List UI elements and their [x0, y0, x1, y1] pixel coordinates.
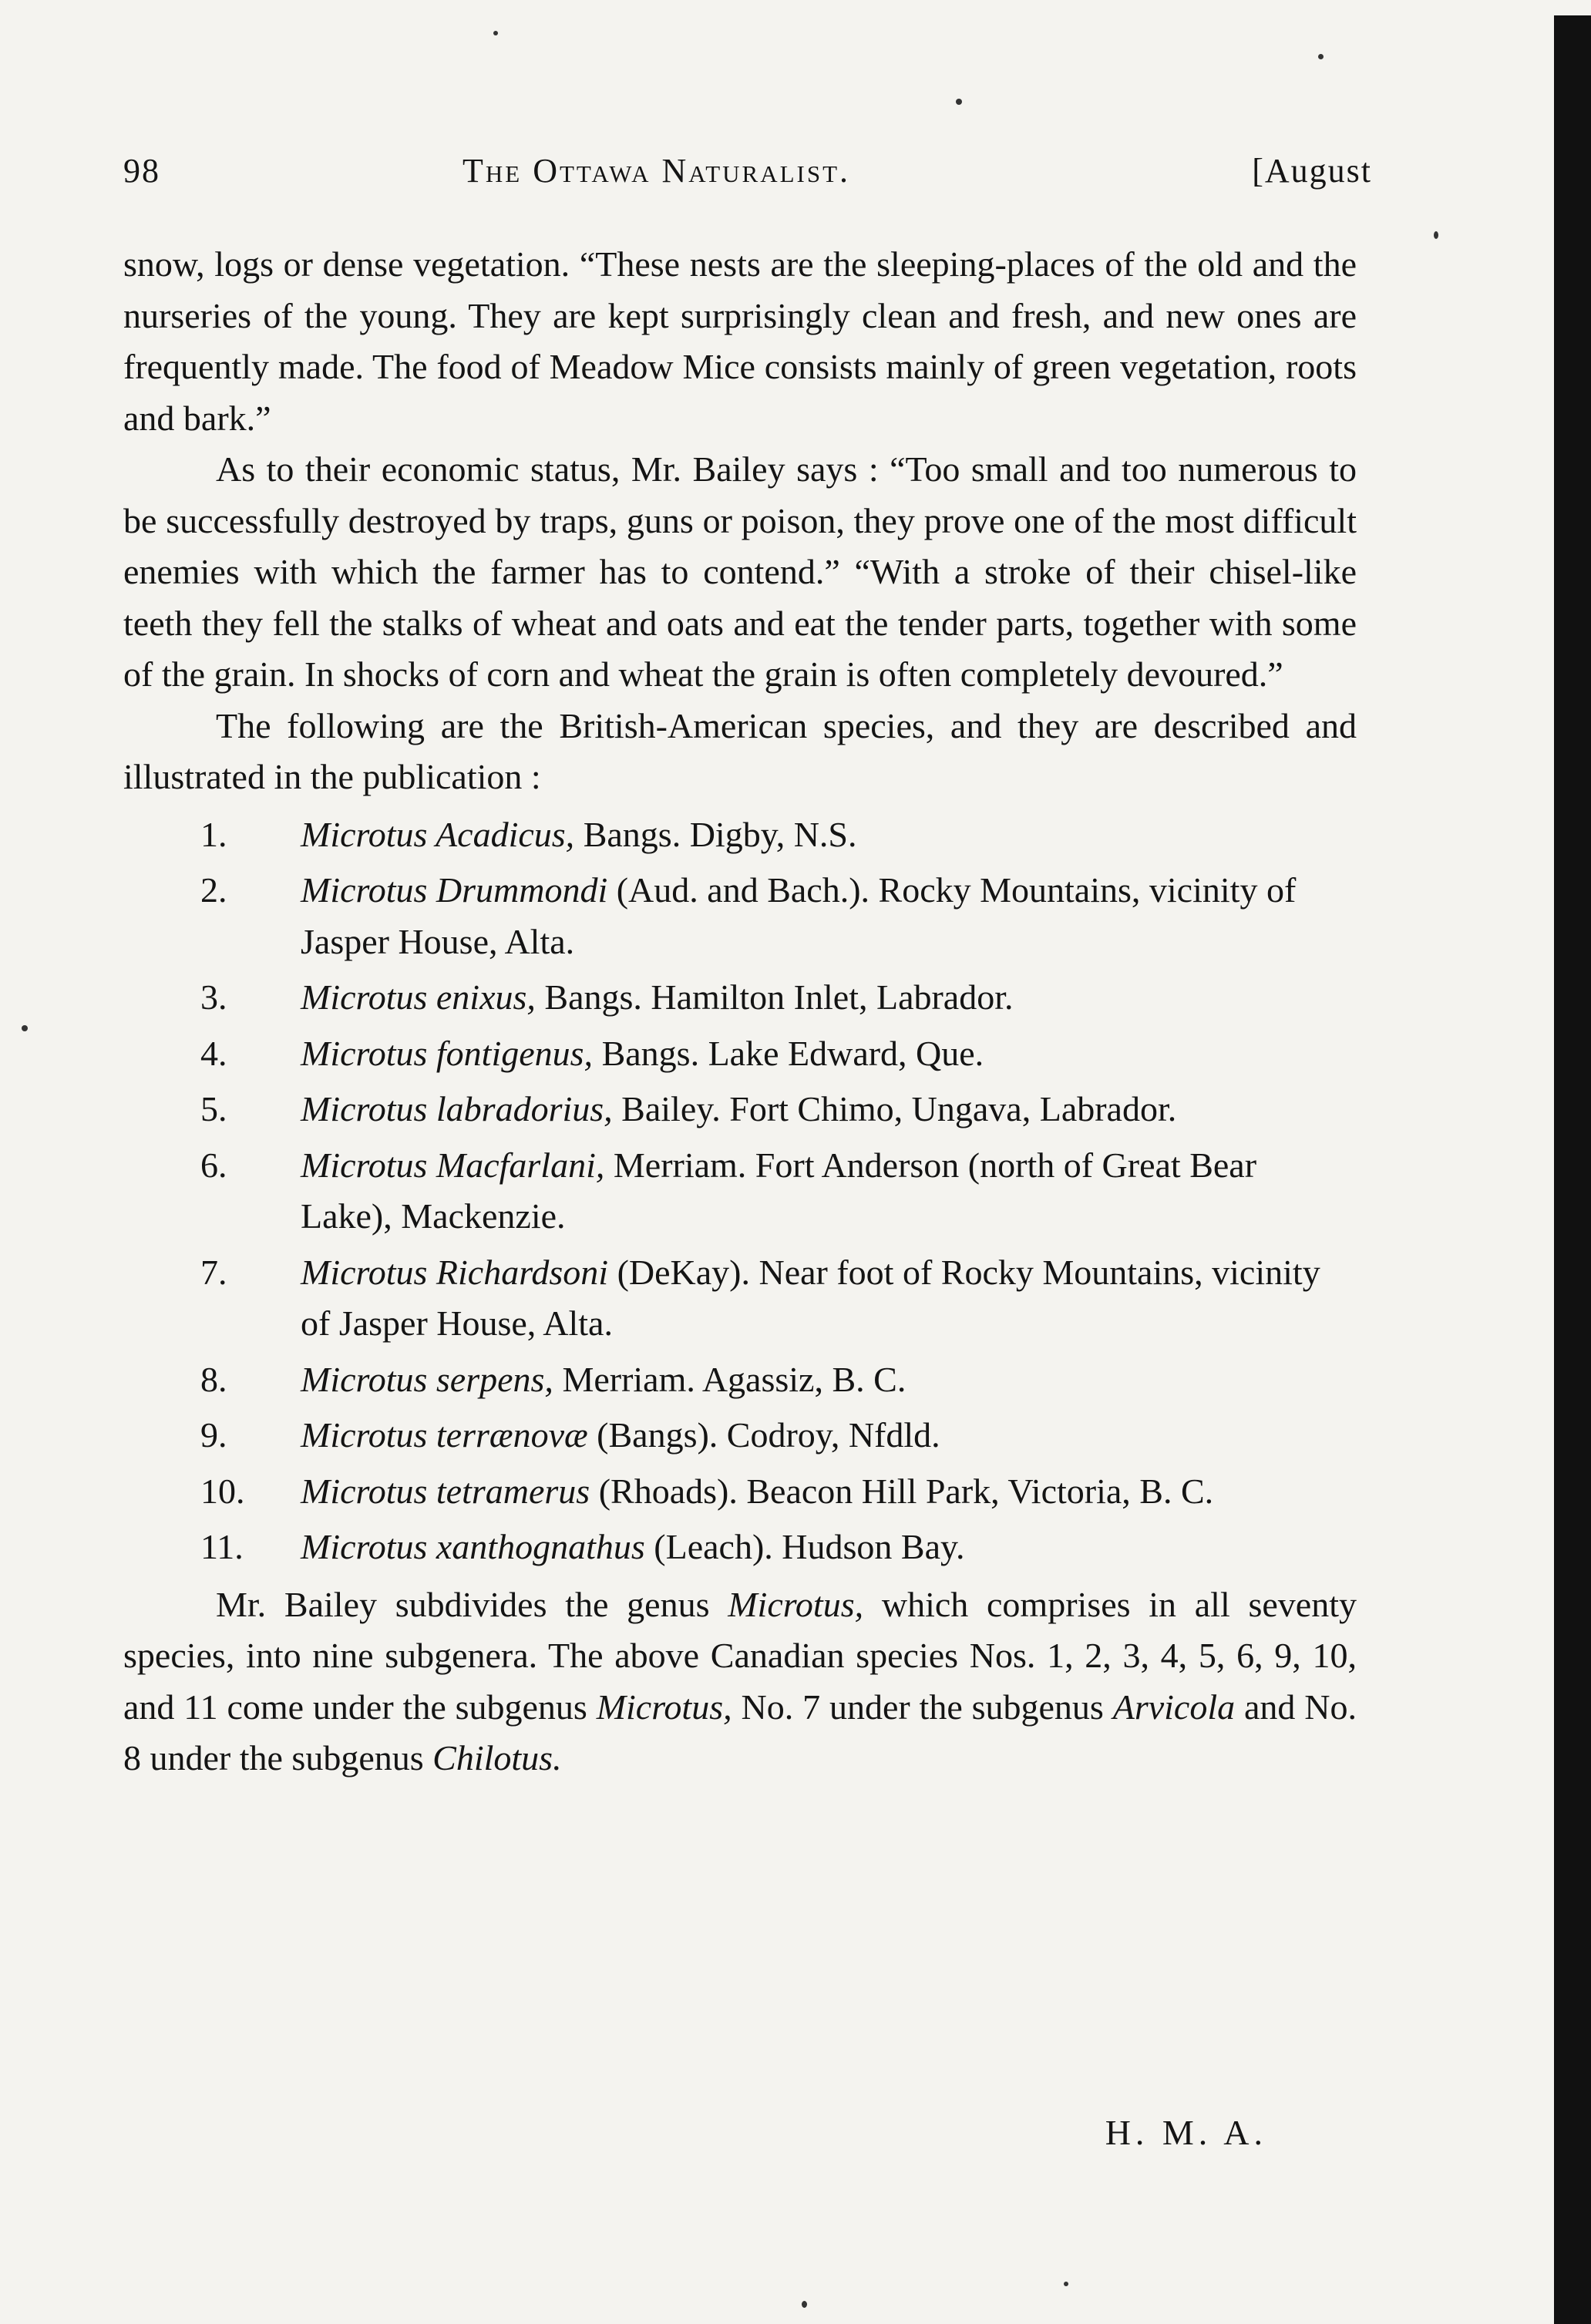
species-number: 4. [200, 1033, 227, 1073]
species-name: Microtus terrænovæ [301, 1415, 588, 1455]
genus-name: Chilotus. [432, 1738, 562, 1777]
species-details: Bangs. Digby, N.S. [574, 814, 857, 854]
scan-speck [1064, 2282, 1068, 2286]
scan-speck [802, 2301, 807, 2308]
list-item [123, 1410, 1357, 1461]
list-item [123, 1028, 1357, 1080]
list-item [123, 1466, 1357, 1518]
species-details: (Leach). Hudson Bay. [644, 1527, 965, 1566]
species-details: Bailey. Fort Chimo, Ungava, Labrador. [612, 1089, 1177, 1128]
species-name: Microtus enixus, [301, 977, 536, 1017]
list-item [123, 865, 1357, 967]
list-item [123, 1522, 1357, 1573]
list-item [123, 1084, 1357, 1135]
paragraph-species-intro: The following are the British-American species, and they are described and illustrated in the publication : [123, 705, 1357, 796]
page-number: 98 [123, 152, 160, 190]
species-name: Microtus tetramerus [301, 1471, 590, 1511]
species-name: Microtus xanthognathus [301, 1527, 645, 1566]
page-header [123, 151, 1372, 205]
species-number: 10. [200, 1471, 245, 1511]
list-item [123, 972, 1357, 1024]
species-details: (DeKay). Near foot of Rocky Mountains, vicinity of Jasper House, Alta. [301, 1252, 1320, 1343]
list-item [123, 1140, 1357, 1243]
species-number: 8. [200, 1359, 227, 1399]
list-item [123, 1247, 1357, 1350]
scan-speck [1318, 54, 1324, 59]
species-number: 9. [200, 1415, 227, 1455]
paragraph-subgenera [123, 1579, 1357, 1784]
list-item [123, 1354, 1357, 1406]
author-initials: H. M. A. [1105, 2113, 1267, 2152]
species-list [123, 809, 1357, 1573]
genus-name: Microtus, [728, 1584, 864, 1624]
species-number: 6. [200, 1145, 227, 1185]
genus-name: Microtus, [596, 1687, 732, 1727]
paragraph-economic-status: As to their economic status, Mr. Bailey says : “Too small and too numerous to be successfully destroyed by traps, guns or poison, they prove one of the most difficult enemies with which the farmer has to contend.” “With a stroke of their chisel-like teeth they fell the stalks of wheat and oats and eat the tender parts, together with some of the grain. In shocks of corn and wheat the grain is often completely devoured.” [123, 449, 1357, 694]
species-details: Bangs. Lake Edward, Que. [593, 1033, 984, 1073]
scan-speck [1434, 231, 1438, 239]
species-details: (Bangs). Codroy, Nfdld. [587, 1415, 940, 1455]
species-number: 7. [200, 1252, 227, 1292]
species-name: Microtus serpens, [301, 1359, 553, 1399]
species-name: Microtus Drummondi [301, 870, 608, 910]
species-number: 1. [200, 814, 227, 854]
paragraph-continuation: snow, logs or dense vegetation. “These nests are the sleeping-places of the old and the nurseries of the young. They are kept surprisingly clean and fresh, and new ones are frequently made. The food of Meadow Mice consists mainly of green vegetation, roots and bark.” [123, 244, 1357, 438]
article-body [123, 239, 1357, 1784]
species-name: Microtus Macfarlani, [301, 1145, 605, 1185]
closing-text-4: and No. 8 under the subgenus [123, 1687, 1357, 1777]
closing-text-3: No. 7 under the subgenus [732, 1687, 1113, 1727]
species-number: 11. [200, 1527, 244, 1566]
species-number: 2. [200, 870, 227, 910]
species-number: 3. [200, 977, 227, 1017]
species-name: Microtus labradorius, [301, 1089, 613, 1128]
scan-edge-bar [1554, 15, 1591, 2324]
species-name: Microtus Acadicus, [301, 814, 575, 854]
closing-text-1: Mr. Bailey subdivides the genus [216, 1584, 728, 1624]
species-details: Bangs. Hamilton Inlet, Labrador. [535, 977, 1014, 1017]
scan-speck [956, 99, 962, 105]
list-item [123, 809, 1357, 861]
issue-month: [August [1252, 152, 1372, 190]
species-number: 5. [200, 1089, 227, 1128]
genus-name: Arvicola [1112, 1687, 1236, 1727]
scan-speck [22, 1025, 28, 1031]
species-details: Merriam. Agassiz, B. C. [553, 1359, 906, 1399]
scan-speck [493, 31, 498, 35]
species-details: (Aud. and Bach.). Rocky Mountains, vicinity of Jasper House, Alta. [301, 870, 1297, 961]
species-name: Microtus Richardsoni [301, 1252, 609, 1292]
species-details: (Rhoads). Beacon Hill Park, Victoria, B. C. [590, 1471, 1214, 1511]
species-details: Merriam. Fort Anderson (north of Great Bear Lake), Mackenzie. [301, 1145, 1257, 1236]
closing-text-2: which comprises in all seventy species, into nine subgenera. The above Canadian species Nos. 1, 2, 3, 4, 5, 6, 9, 10, and 11 come under the subgenus [123, 1584, 1357, 1727]
species-name: Microtus fontigenus, [301, 1033, 594, 1073]
journal-title: The Ottawa Naturalist. [462, 152, 851, 190]
